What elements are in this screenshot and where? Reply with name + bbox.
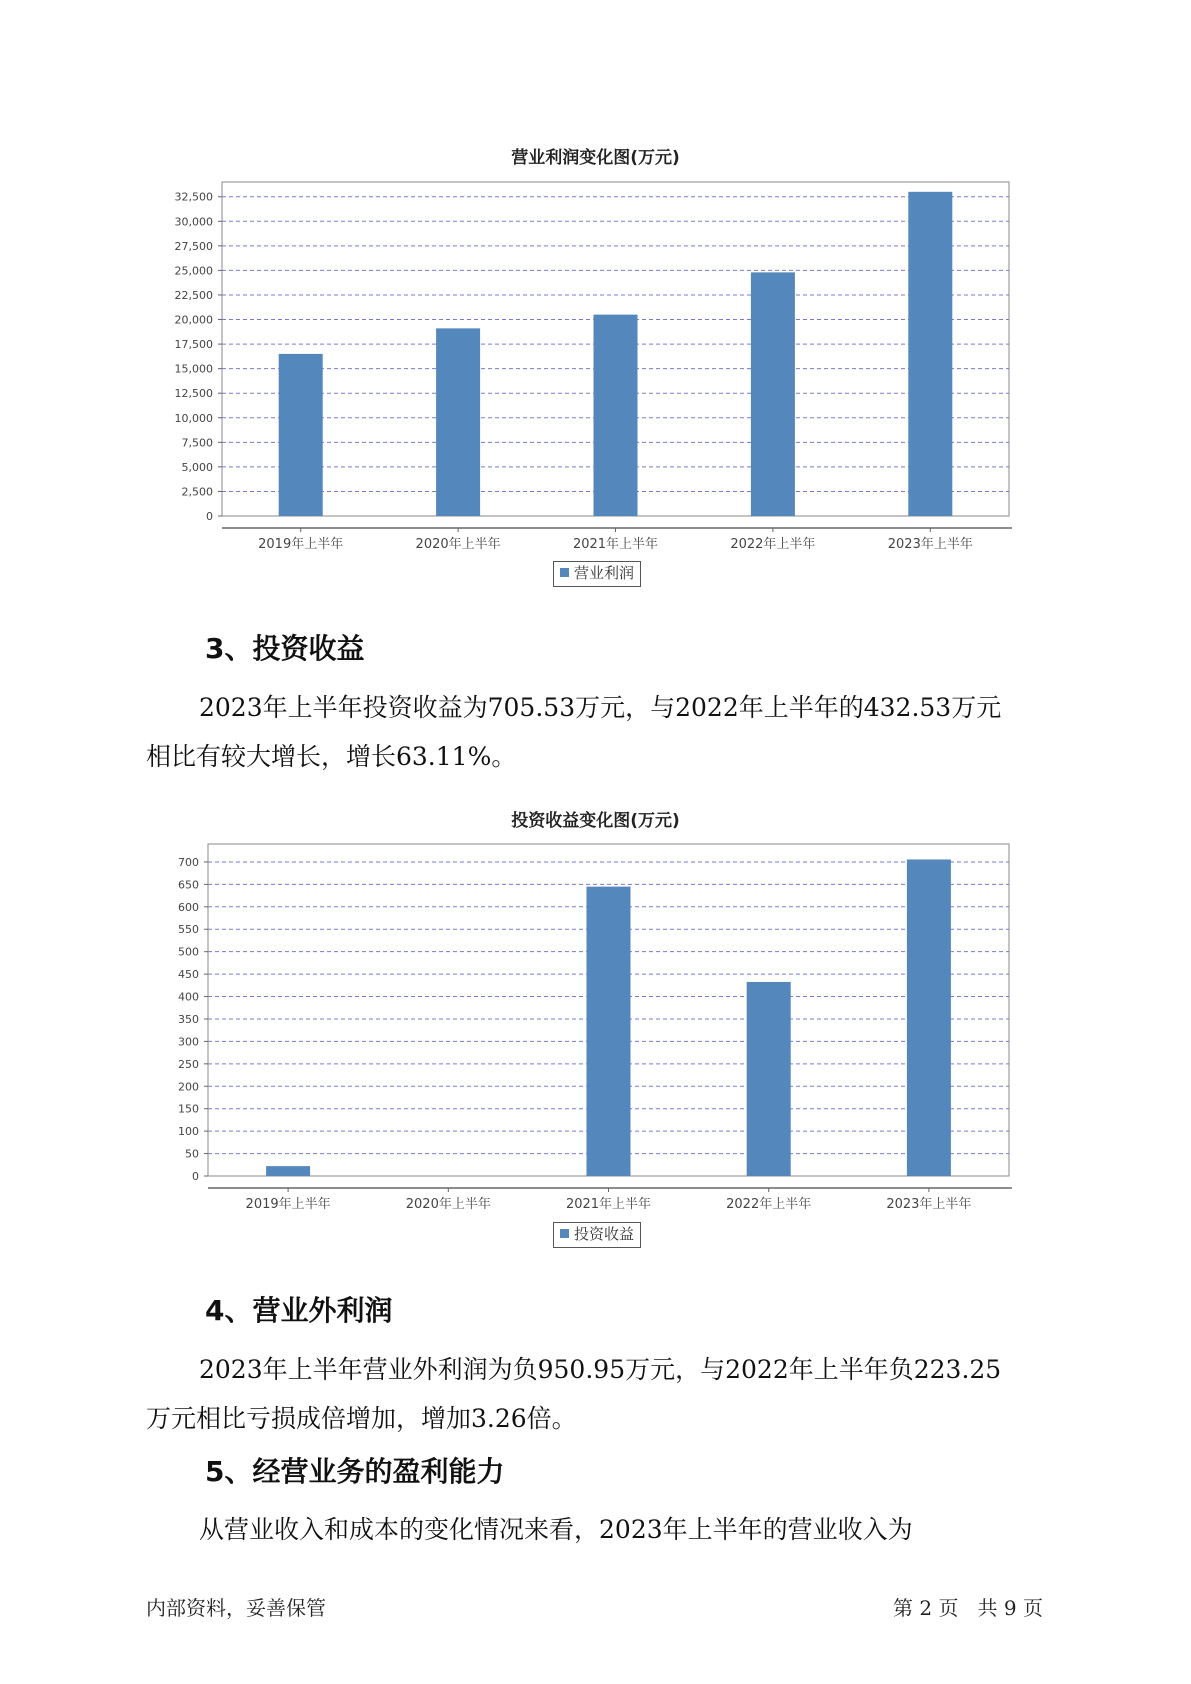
chart2-legend — [553, 1222, 641, 1248]
y-tick-label: 650 — [178, 878, 199, 892]
y-tick-label: 12,500 — [174, 387, 213, 401]
y-tick-label: 450 — [178, 968, 199, 982]
section4-paragraph — [146, 1345, 1046, 1443]
y-tick-label: 17,500 — [174, 338, 213, 352]
section3-line2: 相比有较大增长，增长63.11%。 — [146, 742, 517, 771]
y-tick-label: 250 — [178, 1057, 199, 1071]
section4-line1: 2023年上半年营业外利润为负950.95万元，与2022年上半年负223.25 — [199, 1355, 1002, 1384]
y-tick-label: 10,000 — [174, 411, 213, 425]
y-tick-label: 50 — [185, 1147, 199, 1161]
y-tick-label: 400 — [178, 990, 199, 1004]
x-tick-label: 2019年上半年 — [258, 537, 344, 552]
y-tick-label: 300 — [178, 1035, 199, 1049]
y-tick-label: 32,500 — [174, 190, 213, 204]
chart1-legend-label: 营业利润 — [574, 564, 635, 582]
bar-2021年上半年 — [587, 887, 631, 1176]
x-tick-label: 2021年上半年 — [572, 537, 659, 552]
x-tick-label: 2020年上半年 — [405, 1197, 491, 1212]
footer-right: 第 2 页 共 9 页 — [893, 1596, 1043, 1620]
y-tick-label: 15,000 — [174, 362, 213, 376]
y-tick-label: 100 — [178, 1125, 199, 1139]
section3-heading: 3、投资收益 — [205, 632, 365, 665]
bar-2023年上半年 — [907, 859, 951, 1176]
y-tick-label: 700 — [178, 855, 199, 869]
section5-line1: 从营业收入和成本的变化情况来看，2023年上半年的营业收入为 — [199, 1515, 913, 1544]
y-tick-label: 0 — [206, 510, 213, 523]
bar-2022年上半年 — [747, 982, 791, 1176]
y-tick-label: 5,000 — [181, 460, 213, 474]
y-tick-label: 550 — [178, 923, 199, 937]
y-tick-label: 7,500 — [181, 436, 213, 450]
y-tick-label: 22,500 — [174, 288, 213, 302]
chart1-title: 营业利润变化图(万元) — [511, 148, 680, 168]
x-tick-label: 2023年上半年 — [886, 1197, 972, 1212]
y-tick-label: 350 — [178, 1012, 199, 1026]
x-tick-label: 2022年上半年 — [726, 1197, 812, 1212]
x-tick-label: 2019年上半年 — [245, 1197, 331, 1212]
x-tick-label: 2023年上半年 — [887, 537, 973, 552]
y-tick-label: 200 — [178, 1080, 199, 1094]
section5-paragraph — [146, 1505, 1046, 1554]
bar-2019年上半年 — [266, 1166, 310, 1176]
legend-swatch — [560, 1229, 569, 1238]
section4-heading: 4、营业外利润 — [205, 1294, 393, 1327]
x-tick-label: 2021年上半年 — [565, 1197, 652, 1212]
y-tick-label: 30,000 — [174, 215, 213, 229]
y-tick-label: 2,500 — [181, 485, 213, 499]
y-tick-label: 500 — [178, 945, 199, 959]
section3-line1: 2023年上半年投资收益为705.53万元，与2022年上半年的432.53万元 — [199, 693, 1002, 722]
chart2-legend-label: 投资收益 — [574, 1225, 635, 1243]
x-tick-label: 2020年上半年 — [415, 537, 501, 552]
y-tick-label: 0 — [192, 1170, 199, 1183]
y-tick-label: 20,000 — [174, 313, 213, 327]
y-tick-label: 150 — [178, 1102, 199, 1116]
y-tick-label: 27,500 — [174, 239, 213, 253]
footer-left: 内部资料，妥善保管 — [146, 1596, 326, 1620]
y-tick-label: 600 — [178, 900, 199, 914]
section5-heading: 5、经营业务的盈利能力 — [205, 1455, 505, 1488]
y-tick-label: 25,000 — [174, 264, 213, 278]
section4-line2: 万元相比亏损成倍增加，增加3.26倍。 — [146, 1404, 577, 1433]
chart2-title: 投资收益变化图(万元) — [511, 811, 680, 831]
x-tick-label: 2022年上半年 — [730, 537, 816, 552]
